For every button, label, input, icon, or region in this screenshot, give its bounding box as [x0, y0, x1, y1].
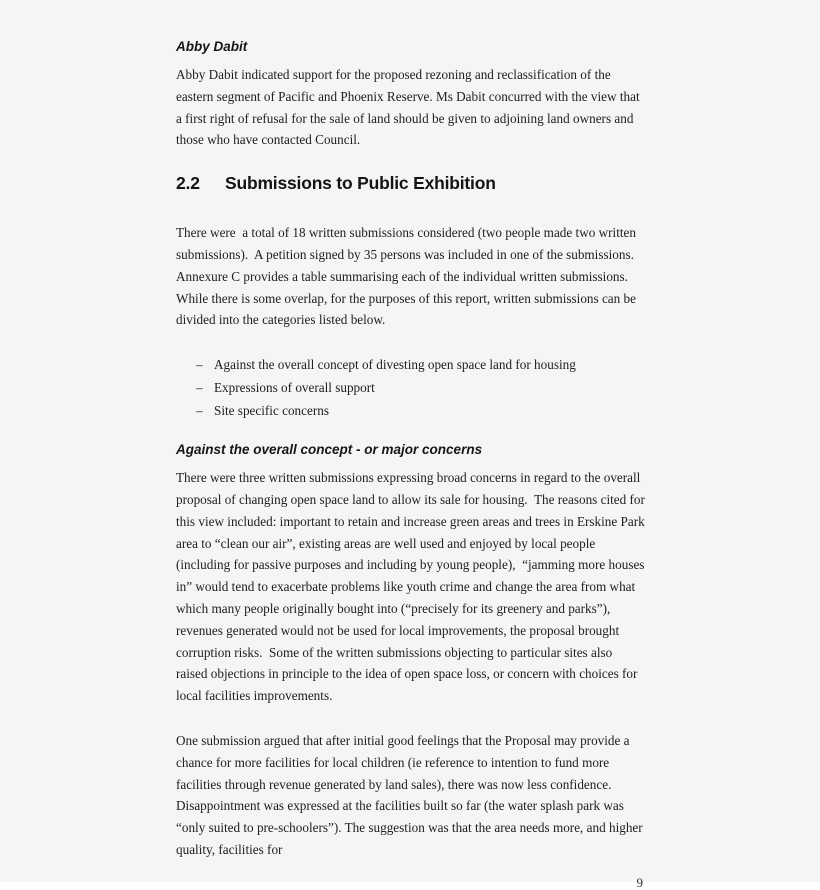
- submission-categories-list: [176, 353, 646, 422]
- page-number: 9: [636, 874, 643, 890]
- subsection-heading-against-concept: Against the overall concept - or major concerns: [176, 442, 483, 458]
- subsection-heading-abby-dabit: Abby Dabit: [176, 39, 248, 54]
- list-item-against-concept: [176, 353, 646, 376]
- paragraph-broad-concerns: There were three written submissions expressing broad concerns in regard to the overall proposal of changing open space land to allow its sale for housing. The reasons cited for this view included: important to retain and increase green areas and trees in Erskine Park area to “clean our air”, existing areas are well used and enjoyed by local people (including for passive purposes and including by young people), “jamming more houses in” would tend to exacerbate problems like youth crime and change the area from what which many people originally bought into (“precisely for its greenery and parks”), revenues generated would not be used for local improvements, the proposal brought corruption risks. Some of the written submissions objecting to particular sites also raised objections in principle to the idea of open space loss, or concern with choices for local facilities improvements.: [176, 470, 649, 704]
- paragraph-one-submission: One submission argued that after initial good feelings that the Proposal may provide a chance for more facilities for local children (ie reference to intention to fund more facilities through revenue generated by land sales), there was now less confidence. Disappointment was expressed at the facilities built so far (the water splash park was “only suited to pre-schoolers”). The suggestion was that the area needs more, and higher quality, facilities for: [176, 732, 646, 857]
- list-item-overall-support: [176, 376, 646, 399]
- section-number: 2.2: [176, 173, 200, 194]
- section-heading: [176, 172, 646, 194]
- paragraph-abby-dabit: Abby Dabit indicated support for the proposed rezoning and reclassification of the eastern segment of Pacific and Phoenix Reserve. Ms Dabit concurred with the view that a first right of refusal for the sale of land should be given to adjoining land owners and those who have contacted Council.: [176, 67, 643, 148]
- list-item-site-specific: [176, 399, 646, 422]
- paragraph-submissions-overview: There were a total of 18 written submissions considered (two people made two written submissions). A petition signed by 35 persons was included in one of the submissions. Annexure C provides a table summarising each of the individual written submissions. While there is some overlap, for the purposes of this report, written submissions can be divided into the categories listed below.: [176, 225, 640, 328]
- list-item-label: Site specific concerns: [214, 403, 329, 419]
- list-item-label: Against the overall concept of divesting open space land for housing: [214, 357, 576, 373]
- section-title: Submissions to Public Exhibition: [225, 173, 496, 194]
- list-item-label: Expressions of overall support: [214, 380, 375, 396]
- dash-marker: –: [196, 357, 203, 373]
- document-content: [176, 0, 649, 890]
- dash-marker: –: [196, 380, 203, 396]
- dash-marker: –: [196, 403, 203, 419]
